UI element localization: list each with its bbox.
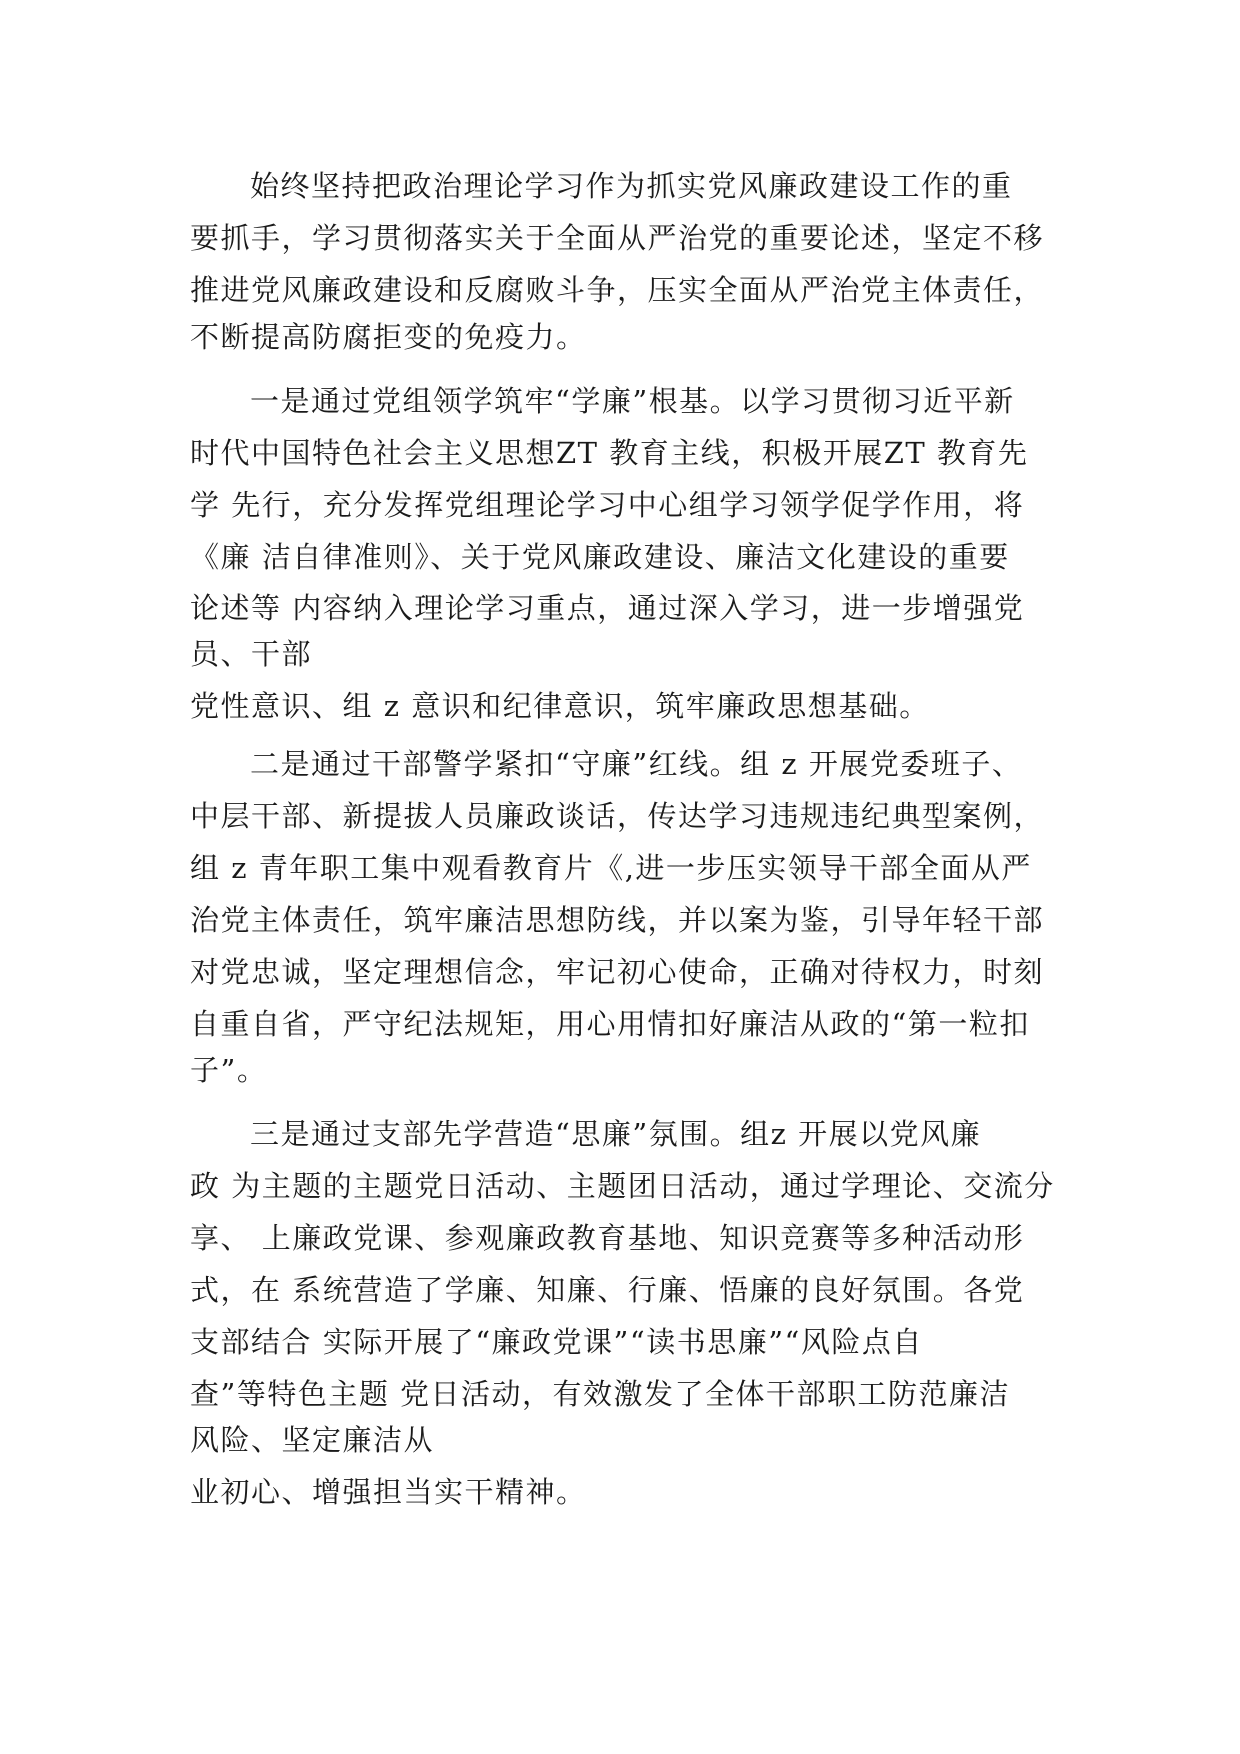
p1-line-4: 不断提高防腐拒变的免疫力。: [190, 320, 587, 354]
p4-line-6: 查”等特色主题 党日活动，有效激发了全体干部职工防范廉洁: [190, 1377, 1011, 1411]
p3-line-5: 对党忠诚，坚定理想信念，牢记初心使命，正确对待权力，时刻: [190, 955, 1045, 989]
p2-line-2: 时代中国特色社会主义思想ZT 教育主线，积极开展ZT 教育先: [190, 436, 1029, 470]
p2-line-5: 论述等 内容纳入理论学习重点，通过深入学习，进一步增强党: [190, 591, 1025, 625]
p4-line-3: 享、 上廉政党课、参观廉政教育基地、知识竞赛等多种活动形: [190, 1221, 1025, 1255]
p3-line-2: 中层干部、新提拔人员廉政谈话，传达学习违规违纪典型案例，: [190, 799, 1045, 833]
p2-line-4: 《廉 洁自律准则》、关于党风廉政建设、廉洁文化建设的重要: [190, 540, 1010, 574]
p4-line-1: 三是通过支部先学营造“思廉”氛围。组z 开展以党风廉: [250, 1117, 982, 1151]
p1-line-3: 推进党风廉政建设和反腐败斗争，压实全面从严治党主体责任，: [190, 273, 1045, 307]
p3-line-6: 自重自省，严守纪法规矩，用心用情扣好廉洁从政的“第一粒扣: [190, 1007, 1030, 1041]
p2-line-6: 员、干部: [190, 637, 313, 671]
p3-line-4: 治党主体责任，筑牢廉洁思想防线，并以案为鉴，引导年轻干部: [190, 903, 1045, 937]
p2-line-1: 一是通过党组领学筑牢“学廉”根基。以学习贯彻习近平新: [250, 384, 1015, 418]
p4-line-4: 式，在 系统营造了学廉、知廉、行廉、悟廉的良好氛围。各党: [190, 1273, 1025, 1307]
p3-line-7: 子”。: [190, 1053, 268, 1087]
p1-line-2: 要抓手，学习贯彻落实关于全面从严治党的重要论述，坚定不移: [190, 221, 1045, 255]
p4-line-2: 政 为主题的主题党日活动、主题团日活动，通过学理论、交流分: [190, 1169, 1055, 1203]
p2-line-3: 学 先行，充分发挥党组理论学习中心组学习领学促学作用，将: [190, 488, 1025, 522]
p4-line-7: 风险、坚定廉洁从: [190, 1423, 435, 1457]
p2-line-7: 党性意识、组 z 意识和纪律意识，筑牢廉政思想基础。: [190, 689, 930, 723]
p4-line-8: 业初心、增强担当实干精神。: [190, 1475, 587, 1509]
p3-line-3: 组 z 青年职工集中观看教育片《,进一步压实领导干部全面从严: [190, 851, 1032, 885]
p3-line-1: 二是通过干部警学紧扣“守廉”红线。组 z 开展党委班子、: [250, 747, 1023, 781]
p4-line-5: 支部结合 实际开展了“廉政党课”“读书思廉”“风险点自: [190, 1325, 923, 1359]
p1-line-1: 始终坚持把政治理论学习作为抓实党风廉政建设工作的重: [250, 169, 1013, 203]
